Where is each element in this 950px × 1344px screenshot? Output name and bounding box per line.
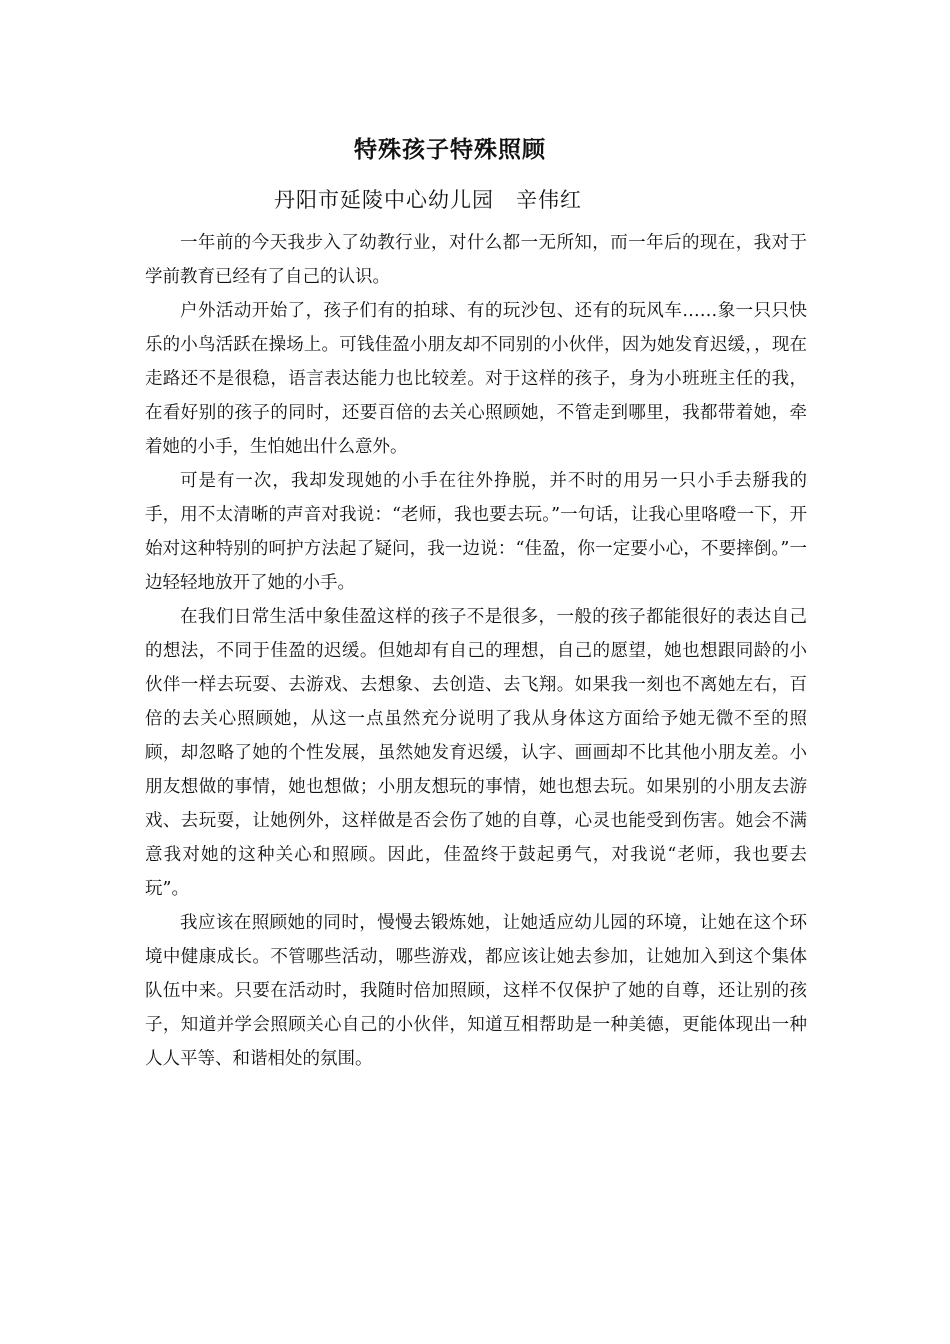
- document-body: [145, 226, 807, 1076]
- document-title: 特殊孩子特殊照顾: [354, 136, 546, 163]
- paragraph-5: 我应该在照顾她的同时，慢慢去锻炼她，让她适应幼儿园的环境，让她在这个环境中健康成长。不管哪些活动，哪些游戏，都应该让她去参加，让她加入到这个集体队伍中来。只要在活动时，我随时倍加照顾，这样不仅保护了她的自尊，还让别的孩子，知道并学会照顾关心自己的小伙伴，知道互相帮助是一种美德，更能体现出一种人人平等、和谐相处的氛围。: [145, 913, 807, 1069]
- author-byline: 丹阳市延陵中心幼儿园 辛伟红: [274, 188, 582, 212]
- paragraph-2: 户外活动开始了，孩子们有的拍球、有的玩沙包、还有的玩风车……象一只只快乐的小鸟活跃在操场上。可钱佳盈小朋友却不同别的小伙伴，因为她发育迟缓，，现在走路还不是很稳，语言表达能力也比较差。对于这样的孩子，身为小班班主任的我，在看好别的孩子的同时，还要百倍的去关心照顾她，不管走到哪里，我都带着她，牵着她的小手，生怕她出什么意外。: [145, 301, 807, 457]
- paragraph-1: 一年前的今天我步入了幼教行业，对什么都一无所知，而一年后的现在，我对于学前教育已经有了自己的认识。: [145, 233, 807, 287]
- paragraph-4: 在我们日常生活中象佳盈这样的孩子不是很多，一般的孩子都能很好的表达自己的想法，不同于佳盈的迟缓。但她却有自己的理想，自己的愿望，她也想跟同龄的小伙伴一样去玩耍、去游戏、去想象、去创造、去飞翔。如果我一刻也不离她左右，百倍的去关心照顾她，从这一点虽然充分说明了我从身体这方面给予她无微不至的照顾，却忽略了她的个性发展，虽然她发育迟缓，认字、画画却不比其他小朋友差。小朋友想做的事情，她也想做；小朋友想玩的事情，她也想去玩。如果别的小朋友去游戏、去玩耍，让她例外，这样做是否会伤了她的自尊，心灵也能受到伤害。她会不满意我对她的这种关心和照顾。因此，佳盈终于鼓起勇气，对我说“老师，我也要去玩”。: [145, 607, 807, 899]
- paragraph-3: 可是有一次，我却发现她的小手在往外挣脱，并不时的用另一只小手去掰我的手，用不太清晰的声音对我说：“老师，我也要去玩。”一句话，让我心里咯噔一下，开始对这种特别的呵护方法起了疑问，我一边说：“佳盈，你一定要小心，不要摔倒。”一边轻轻地放开了她的小手。: [145, 471, 807, 593]
